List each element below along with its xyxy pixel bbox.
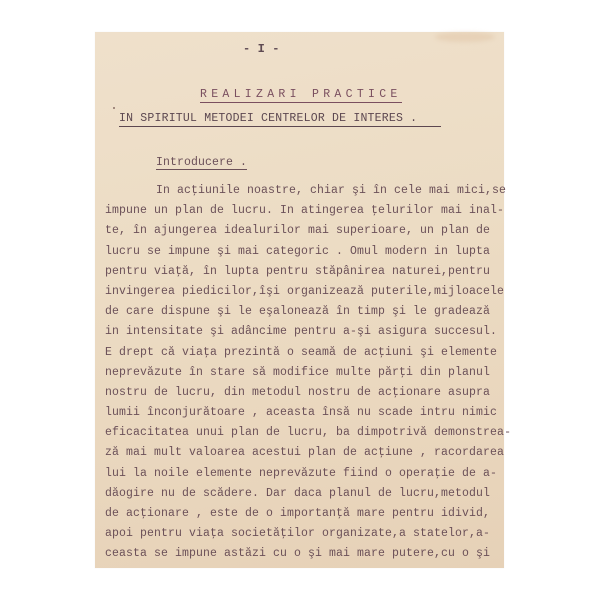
- paper-stain: [435, 32, 495, 42]
- text-line: de acţionare , este de o importanţă mare pentru idivid,: [105, 507, 491, 520]
- text-line: apoi pentru viaţa societăţilor organizate,a statelor,a-: [105, 527, 491, 541]
- text-line: E drept că viaţa prezintă o seamă de acţiuni şi elemente: [105, 345, 498, 359]
- text-line: de care dispune şi le eşalonează în timp şi le gradează: [105, 305, 491, 319]
- page-number: - I -: [243, 42, 280, 56]
- document-page: [95, 32, 512, 568]
- text-line: pentru viaţă, în lupta pentru stăpânirea naturei,pentru: [105, 264, 491, 278]
- text-line: in intensitate şi adâncime pentru a-şi asigura succesul.: [105, 325, 498, 339]
- text-line: eficacitatea unui plan de lucru, ba dimpotrivă demonstrea-: [105, 426, 512, 440]
- text-line: ză mai mult valoarea acestui plan de acţiune , racordarea: [105, 446, 505, 460]
- document-subtitle: IN SPIRITUL METODEI CENTRELOR DE INTERES .: [119, 112, 441, 127]
- text-line: nostru de lucru, din metodul nostru de acţionare asupra: [105, 385, 491, 399]
- section-heading: Introducere .: [156, 156, 248, 169]
- text-line: impune un plan de lucru. In atingerea ţelurilor mai inal-: [105, 204, 505, 218]
- text-line: neprevăzute în stare să modifice multe părţi din planul: [105, 365, 491, 379]
- document-title: REALIZARI PRACTICE: [200, 88, 402, 101]
- text-line: In acţiunile noastre, chiar şi în cele mai mici,se: [156, 184, 507, 197]
- text-line: ceasta se impune astăzi cu o şi mai mare putere,cu o şi: [105, 547, 491, 561]
- text-line: te, în ajungerea idealurilor mai superioare, un plan de: [105, 224, 491, 238]
- text-line: invingerea piedicilor,îşi organizează puterile,mijloacele: [105, 284, 505, 298]
- text-line: lucru se impune şi mai categoric . Omul modern in lupta: [105, 244, 491, 258]
- text-line: dăogire nu de scădere. Dar daca planul de lucru,metodul: [105, 486, 491, 500]
- body-text: [105, 181, 512, 565]
- text-line: lumii înconjurătoare , aceasta însă nu scade intru nimic: [105, 406, 498, 420]
- ink-speck: [113, 107, 115, 109]
- text-line: lui la noile elemente neprevăzute fiind o operaţie de a-: [105, 466, 498, 480]
